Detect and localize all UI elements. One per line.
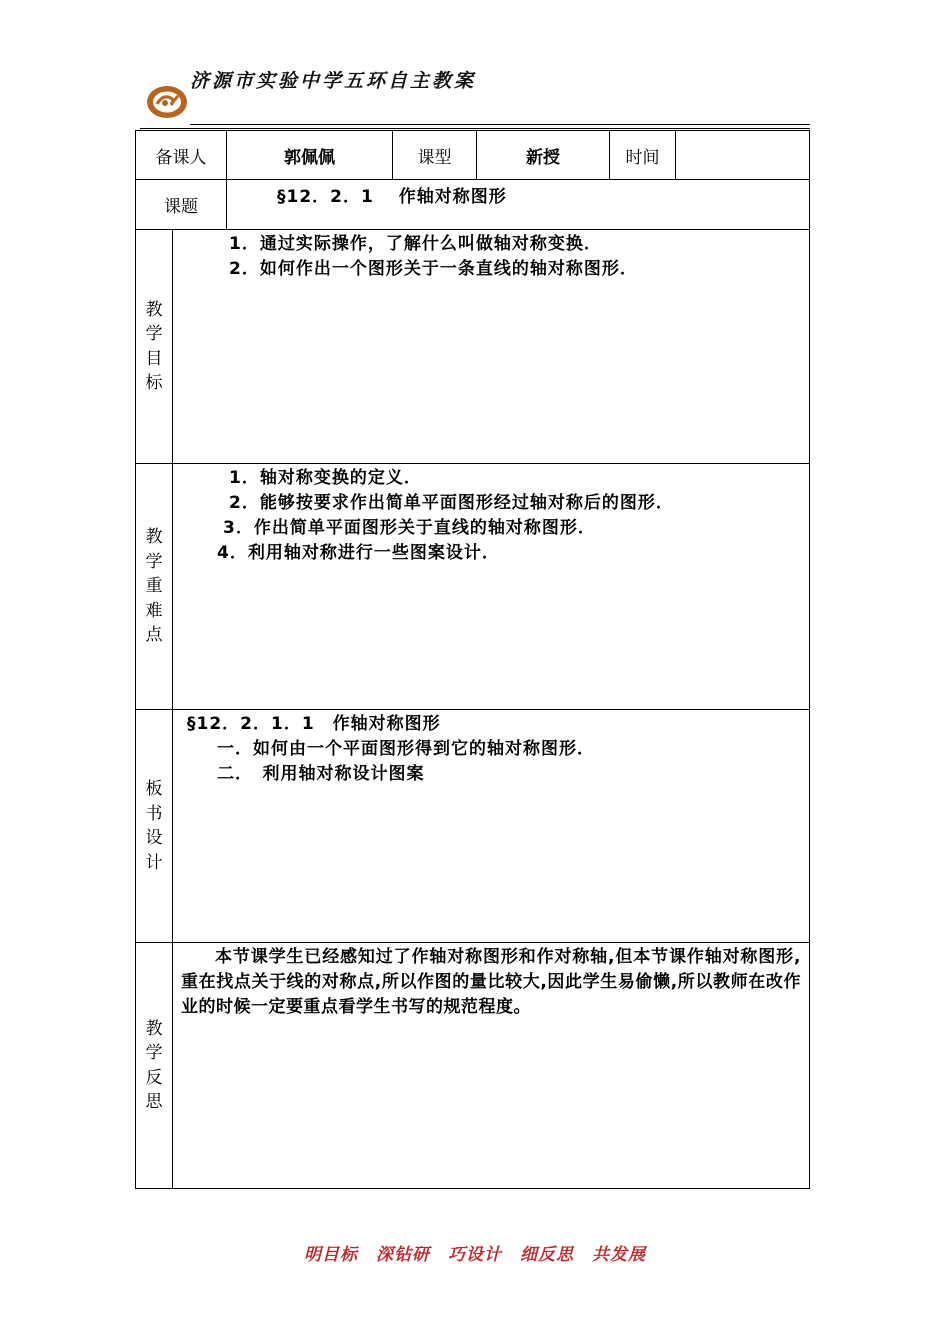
board-title: §12．2．1．1 作轴对称图形 (187, 714, 441, 734)
topic-row (136, 180, 810, 230)
preparer-label: 备课人 (136, 131, 227, 180)
key-point-item: 1．轴对称变换的定义． (229, 468, 422, 488)
key-points-content (173, 464, 810, 710)
lesson-type-label: 课型 (393, 131, 477, 180)
time-label: 时间 (610, 131, 676, 180)
reflection-label: 教 学 反 思 (136, 943, 173, 1189)
goal-item: 2．如何作出一个图形关于一条直线的轴对称图形． (229, 259, 638, 279)
board-item: 二． 利用轴对称设计图案 (217, 764, 425, 784)
reflection-row (136, 943, 810, 1189)
goals-content (173, 230, 810, 464)
key-points-row (136, 464, 810, 710)
header-rule (190, 124, 810, 125)
board-row (136, 710, 810, 943)
school-logo-icon (145, 82, 189, 120)
lesson-plan-table (135, 130, 810, 1189)
school-title: 济源市实验中学五环自主教案 (190, 70, 477, 92)
topic-value: §12．2．1 作轴对称图形 (227, 180, 810, 230)
footer-motto: 明目标 深钻研 巧设计 细反思 共发展 (304, 1245, 646, 1265)
preparer-value: 郭佩佩 (227, 131, 393, 180)
goals-row (136, 230, 810, 464)
goal-item: 1．通过实际操作，了解什么叫做轴对称变换． (229, 234, 602, 254)
topic-label: 课题 (136, 180, 227, 230)
lesson-type-value: 新授 (477, 131, 610, 180)
key-points-label: 教 学 重 难 点 (136, 464, 173, 710)
board-content (173, 710, 810, 943)
board-item: 一．如何由一个平面图形得到它的轴对称图形． (217, 739, 595, 759)
page-header (140, 60, 810, 126)
info-row (136, 131, 810, 180)
board-label: 板 书 设 计 (136, 710, 173, 943)
goals-label: 教 学 目 标 (136, 230, 173, 464)
reflection-text: 本节课学生已经感知过了作轴对称图形和作对称轴,但本节课作轴对称图形,重在找点关于线的对称点,所以作图的量比较大,因此学生易偷懒,所以教师在改作业的时候一定要重点看学生书写的规范程度。 (173, 943, 810, 1189)
key-point-item: 4．利用轴对称进行一些图案设计． (217, 543, 500, 563)
time-value (676, 131, 810, 180)
key-point-item: 2．能够按要求作出简单平面图形经过轴对称后的图形． (229, 493, 674, 513)
key-point-item: 3．作出简单平面图形关于直线的轴对称图形． (223, 518, 596, 538)
header-rule (140, 128, 810, 129)
